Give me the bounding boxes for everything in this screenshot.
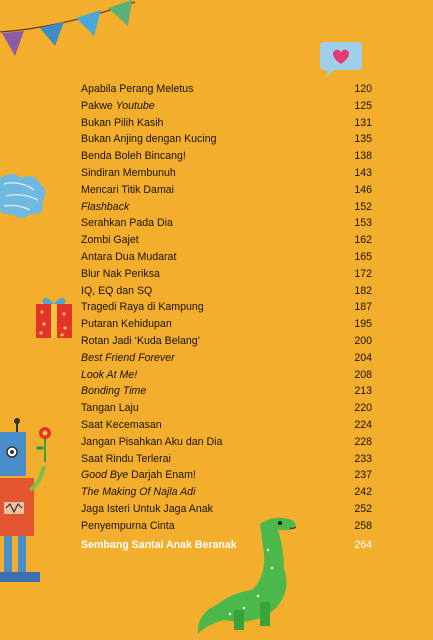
- toc-entry: Mencari Titik Damai 146: [81, 183, 372, 196]
- toc-entry: Flashback 152: [81, 200, 372, 213]
- heart-speech-bubble-icon: [318, 38, 364, 80]
- bunting-flags-icon: [0, 0, 140, 60]
- gift-box-icon: [34, 292, 74, 340]
- toc-entry: Putaran Kehidupan 195: [81, 318, 372, 331]
- toc-entry: Saat Kecemasan 224: [81, 418, 372, 431]
- toc-entry: Sindiran Membunuh 143: [81, 166, 372, 179]
- toc-entry: Blur Nak Periksa 172: [81, 267, 372, 280]
- cloud-icon: [0, 170, 48, 222]
- toc-entry: Best Friend Forever 204: [81, 351, 372, 364]
- toc-entry: The Making Of Najla Adi 242: [81, 486, 372, 499]
- toc-entry: Tangan Laju 220: [81, 402, 372, 415]
- toc-entry: Bonding Time 213: [81, 385, 372, 398]
- toc-entry: Saat Rindu Terlerai 233: [81, 452, 372, 465]
- toc-entry: Bukan Pilih Kasih 131: [81, 116, 372, 129]
- toc-entry: Rotan Jadi ‘Kuda Belang’ 200: [81, 334, 372, 347]
- toc-entry: Good Bye Darjah Enam! 237: [81, 469, 372, 482]
- toc-entry: Bukan Anjing dengan Kucing 135: [81, 133, 372, 146]
- toc-entry: Antara Dua Mudarat 165: [81, 250, 372, 263]
- toc-entry: Zombi Gajet 162: [81, 234, 372, 247]
- toc-entry: Jaga Isteri Untuk Jaga Anak 252: [81, 502, 372, 515]
- toc-entry: Penyempurna Cinta 258: [81, 519, 372, 532]
- toc-entry: Benda Boleh Bincang! 138: [81, 150, 372, 163]
- table-of-contents: [81, 81, 372, 535]
- toc-entry: Pakwe Youtube 125: [81, 99, 372, 112]
- toc-entry: Tragedi Raya di Kampung 187: [81, 301, 372, 314]
- toc-final-entry: Sembang Santai Anak Beranak 264: [81, 539, 372, 551]
- toc-entry: Serahkan Pada Dia 153: [81, 217, 372, 230]
- robot-with-flower-icon: [0, 418, 62, 586]
- toc-entry: Apabila Perang Meletus 120: [81, 83, 372, 95]
- toc-entry: Jangan Pisahkan Aku dan Dia 228: [81, 435, 372, 448]
- toc-entry: IQ, EQ dan SQ 182: [81, 284, 372, 297]
- toc-entry: Look At Me! 208: [81, 368, 372, 381]
